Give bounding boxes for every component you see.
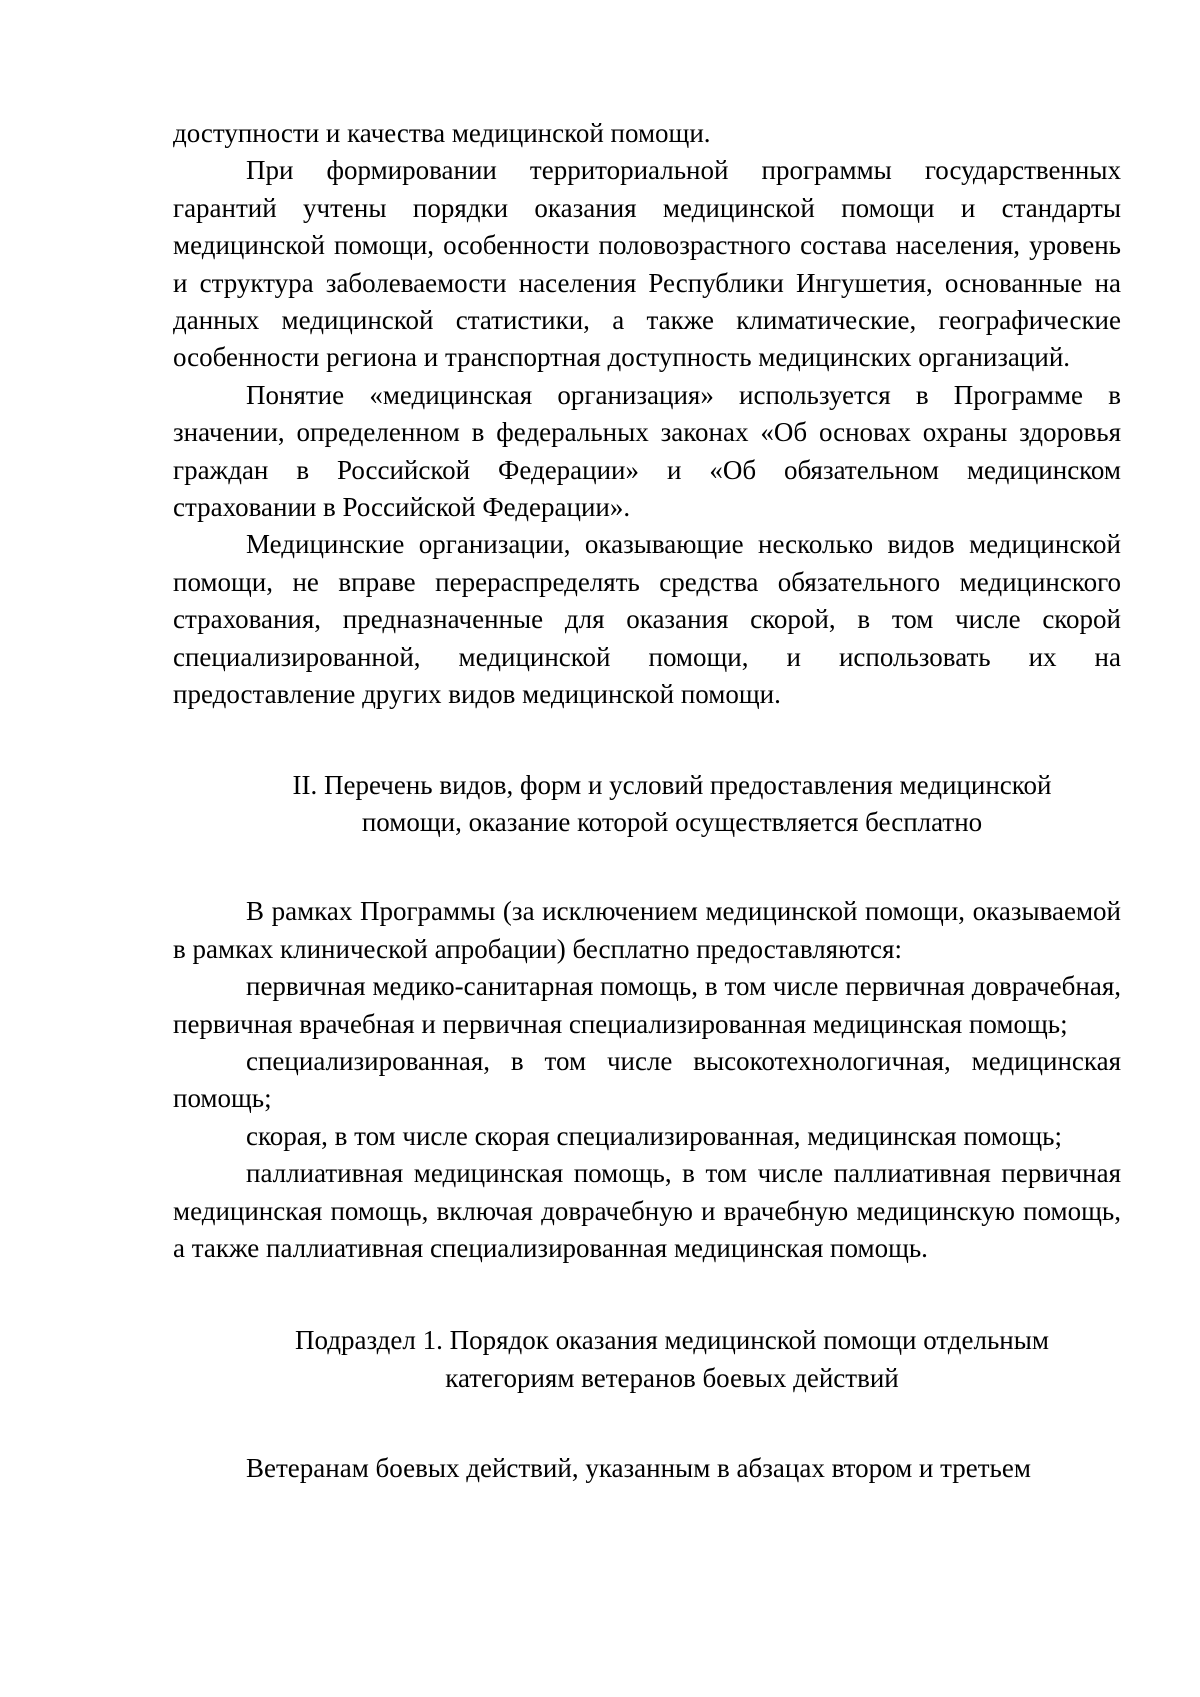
subsection-heading <box>173 1322 1121 1397</box>
section-heading-line-1: II. Перечень видов, форм и условий предоставления медицинской <box>292 769 1052 800</box>
subsection-heading-line-1: Подраздел 1. Порядок оказания медицинской помощи отдельным <box>295 1325 1049 1356</box>
section-heading <box>173 767 1121 842</box>
list-item-primary-care: первичная медико-санитарная помощь, в том числе первичная доврачебная, первичная врачебная и первичная специализированная медицинская помощь; <box>173 971 1121 1039</box>
paragraph-continuation: доступности и качества медицинской помощи. <box>173 118 711 148</box>
paragraph-combat-veterans: Ветеранам боевых действий, указанным в абзацах втором и третьем <box>246 1453 1031 1484</box>
subsection-heading-line-2: категориям ветеранов боевых действий <box>445 1362 899 1393</box>
document-body <box>173 115 1121 1488</box>
paragraph-program-formation: При формировании территориальной программы государственных гарантий учтены порядки оказания медицинской помощи и стандарты медицинской помощи, особенности половозрастного состава населения, уровень и структура заболеваемости населения Республики Ингушетия, основанные на данных медицинской статистики, а также климатические, географические особенности региона и транспортная доступность медицинских организаций. <box>173 155 1121 373</box>
list-item-emergency-care: скорая, в том числе скорая специализированная, медицинская помощь; <box>246 1120 1062 1151</box>
paragraph-funds-redistribution: Медицинские организации, оказывающие несколько видов медицинской помощи, не вправе перераспределять средства обязательного медицинского страхования, предназначенные для оказания скорой, в том числе скорой специализированной, медицинской помощи, и использовать их на предоставление других видов медицинской помощи. <box>173 529 1121 710</box>
list-item-palliative-care: паллиативная медицинская помощь, в том числе паллиативная первичная медицинская помощь, включая доврачебную и врачебную медицинскую помощь, а также паллиативная специализированная медицинская помощь. <box>173 1158 1121 1263</box>
list-item-specialized-care: специализированная, в том числе высокотехнологичная, медицинская помощь; <box>173 1045 1121 1114</box>
paragraph-free-care-intro: В рамках Программы (за исключением медицинской помощи, оказываемой в рамках клинической апробации) бесплатно предоставляются: <box>173 896 1121 964</box>
paragraph-medical-organization-definition: Понятие «медицинская организация» используется в Программе в значении, определенном в федеральных законах «Об основах охраны здоровья граждан в Российской Федерации» и «Об обязательном медицинском страховании в Российской Федерации». <box>173 379 1121 523</box>
section-heading-line-2: помощи, оказание которой осуществляется бесплатно <box>361 806 983 837</box>
